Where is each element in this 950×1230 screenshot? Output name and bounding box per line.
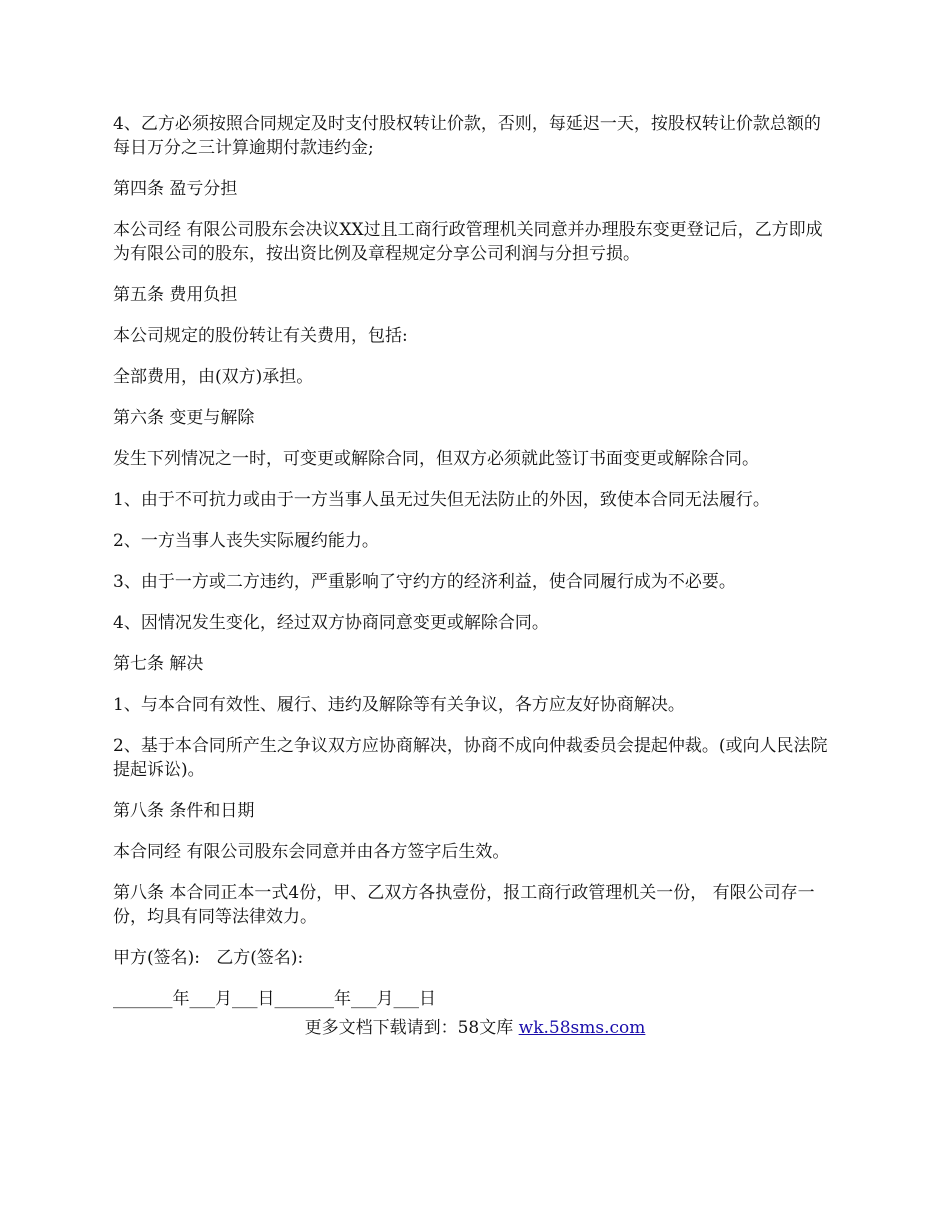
heading-article-6: 第六条 变更与解除 [113,408,255,428]
footer-link[interactable]: wk.58sms.com [518,1018,646,1038]
clause-dispute-item-1: 1、与本合同有效性、履行、违约及解除等有关争议，各方应友好协商解决。 [113,695,685,715]
clause-payment-penalty: 4、乙方必须按照合同规定及时支付股权转让价款，否则，每延迟一天，按股权转让价款总额的每日万分之三计算逾期付款违约金; [113,114,821,158]
document-body [113,112,837,1028]
date-line: _______年___月___日_______年___月___日 [113,989,436,1009]
clause-dispute-item-2: 2、基于本合同所产生之争议双方应协商解决，协商不成向仲裁委员会提起仲裁。(或向人民法院提起诉讼)。 [113,736,828,780]
clause-copies: 第八条 本合同正本一式4份，甲、乙双方各执壹份，报工商行政管理机关一份， 有限公司存一份，均具有同等法律效力。 [113,883,815,927]
clause-fees: 本公司规定的股份转让有关费用，包括: [113,326,408,346]
clause-change-item-2: 2、一方当事人丧失实际履约能力。 [113,531,379,551]
footer-text: 更多文档下载请到：58文库 [304,1018,519,1038]
heading-article-5: 第五条 费用负担 [113,285,238,305]
heading-article-8: 第八条 条件和日期 [113,801,255,821]
heading-article-7: 第七条 解决 [113,654,204,674]
clause-change-conditions: 发生下列情况之一时，可变更或解除合同，但双方必须就此签订书面变更或解除合同。 [113,449,759,469]
download-footer [0,1016,950,1040]
clause-change-item-4: 4、因情况发生变化，经过双方协商同意变更或解除合同。 [113,613,549,633]
clause-profit-loss: 本公司经 有限公司股东会决议XX过且工商行政管理机关同意并办理股东变更登记后，乙方即成为有限公司的股东，按出资比例及章程规定分享公司利润与分担亏损。 [113,220,823,264]
clause-change-item-1: 1、由于不可抗力或由于一方当事人虽无过失但无法防止的外因，致使本合同无法履行。 [113,490,770,510]
heading-article-4: 第四条 盈亏分担 [113,179,238,199]
clause-change-item-3: 3、由于一方或二方违约，严重影响了守约方的经济利益，使合同履行成为不必要。 [113,572,736,592]
clause-fees-bearer: 全部费用，由(双方)承担。 [113,367,314,387]
signature-line: 甲方(签名): 乙方(签名): [113,948,304,968]
clause-effective: 本合同经 有限公司股东会同意并由各方签字后生效。 [113,842,510,862]
